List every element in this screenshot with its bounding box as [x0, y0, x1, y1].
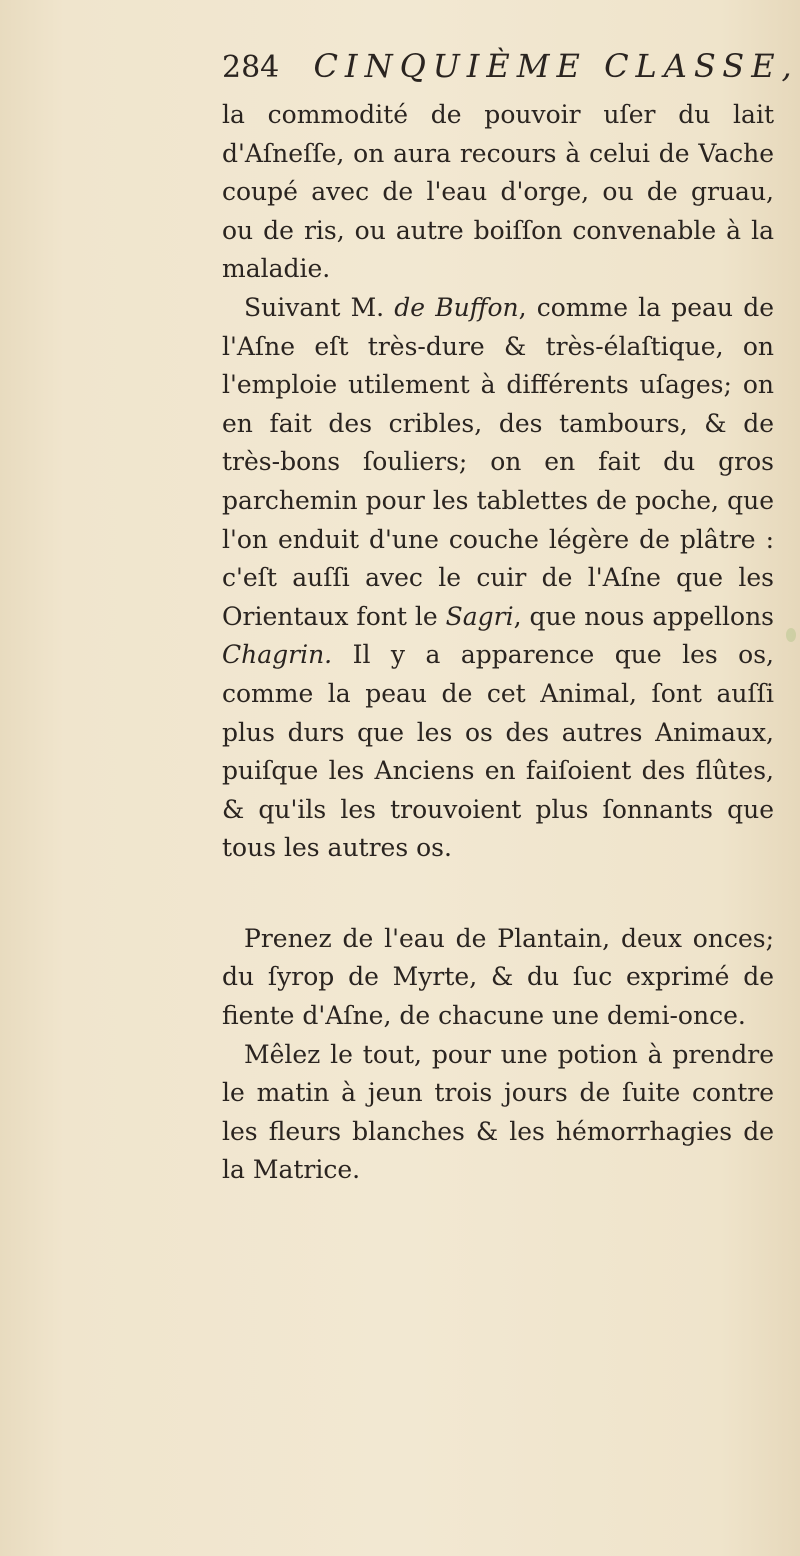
- term-sagri: Sagri: [445, 601, 514, 631]
- paragraph-text: , comme la peau de l'Aſne eſt très-dure & très-élaſtique, on l'emploie utilement à différents uſages; on en fait des cribles, des tambours, & de très-bons ſouliers; on en fait du gros parchemin pour les tablettes de poche, que l'on enduit d'une couche légère de plâtre : c'eſt auſſi avec le cuir de l'Aſne que les Orientaux font le: [222, 292, 774, 631]
- page-header: [222, 40, 799, 92]
- paragraph-recipe: Prenez de l'eau de Plantain, deux onces; du ſyrop de Myrte, & du ſuc exprimé de fiente d'Aſne, de chacune une demi-once.: [222, 923, 774, 1031]
- paragraph-text: , que nous appellons: [513, 601, 775, 631]
- page-stain: [786, 628, 796, 642]
- page-number: 284: [222, 50, 280, 85]
- term-chagrin: Chagrin.: [222, 640, 333, 670]
- paragraph-text: Suivant M.: [244, 292, 395, 322]
- running-title: CINQUIÈME CLASSE,: [313, 47, 799, 85]
- author-name: de Buffon: [394, 292, 519, 322]
- paragraph-instructions: Mêlez le tout, pour une potion à prendre le matin à jeun trois jours de ſuite contre les fleurs blanches & les hémorrhagies de la Matrice.: [222, 1039, 774, 1185]
- paragraph-text: Il y a apparence que les os, comme la peau de cet Animal, ſont auſſi plus durs que les os des autres Animaux, puiſque les Anciens en faiſoient des flûtes, & qu'ils les trouvoient plus ſonnants que tous les autres os.: [222, 640, 774, 863]
- paragraph-buffon: [222, 289, 774, 868]
- page-body: [222, 96, 774, 1190]
- paragraph-donkey-milk: la commodité de pouvoir uſer du lait d'Aſneſſe, on aura recours à celui de Vache coupé avec de l'eau d'orge, ou de gruau, ou de ris, ou autre boiſſon convenable à la maladie.: [222, 100, 774, 284]
